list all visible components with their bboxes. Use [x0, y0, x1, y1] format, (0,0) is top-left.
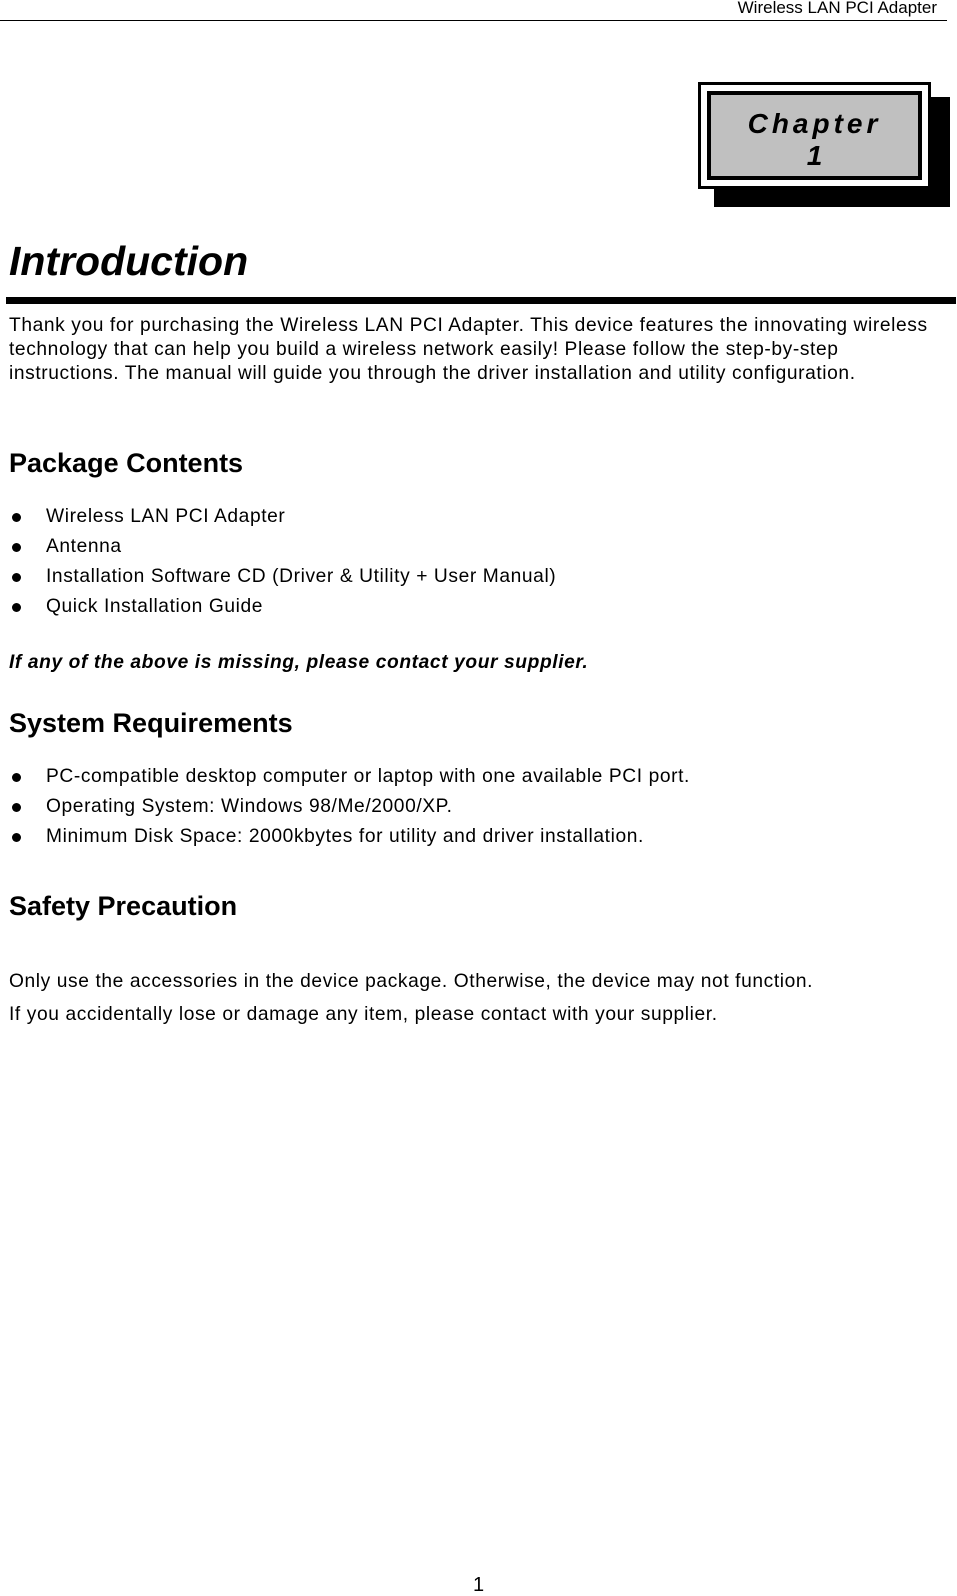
list-item-text: PC-compatible desktop computer or laptop with one available PCI port.: [46, 766, 690, 787]
bullet-icon: [12, 513, 21, 522]
safety-line: Only use the accessories in the device package. Otherwise, the device may not function.: [9, 971, 814, 992]
intro-paragraph: Thank you for purchasing the Wireless LAN PCI Adapter. This device features the innovating wireless technology that can help you build a wireless network easily! Please follow the step-by-step instructions. The manual will guide you through the driver installation and utility configuration.: [9, 315, 928, 384]
list-item-text: Antenna: [46, 536, 122, 557]
list-item-text: Installation Software CD (Driver & Utility + User Manual): [46, 566, 557, 587]
bullet-icon: [12, 833, 21, 842]
missing-items-note: If any of the above is missing, please contact your supplier.: [9, 652, 589, 673]
running-header: [0, 0, 947, 21]
safety-precaution-heading: Safety Precaution: [9, 891, 238, 921]
list-item: [9, 792, 690, 822]
package-contents-heading: Package Contents: [9, 448, 244, 478]
system-requirements-heading: System Requirements: [9, 708, 293, 738]
list-item: [9, 562, 556, 592]
chapter-box-inner: [707, 91, 922, 180]
package-contents-list: [9, 502, 556, 622]
chapter-label: Chapter: [747, 108, 882, 139]
list-item-text: Operating System: Windows 98/Me/2000/XP.: [46, 796, 453, 817]
bullet-icon: [12, 543, 21, 552]
running-header-title: Wireless LAN PCI Adapter: [737, 0, 937, 17]
bullet-icon: [12, 773, 21, 782]
chapter-box: [698, 82, 931, 189]
system-requirements-list: [9, 762, 690, 852]
list-item: [9, 592, 556, 622]
bullet-icon: [12, 573, 21, 582]
list-item: [9, 502, 556, 532]
page-number: 1: [472, 1574, 485, 1596]
title-rule: [6, 297, 956, 304]
list-item-text: Quick Installation Guide: [46, 596, 264, 617]
list-item: [9, 762, 690, 792]
list-item-text: Minimum Disk Space: 2000kbytes for utility and driver installation.: [46, 826, 644, 847]
chapter-number: 1: [806, 140, 823, 171]
bullet-icon: [12, 603, 21, 612]
list-item: [9, 532, 556, 562]
list-item: [9, 822, 690, 852]
bullet-icon: [12, 803, 21, 812]
safety-line: If you accidentally lose or damage any item, please contact with your supplier.: [9, 1004, 718, 1025]
page-title: Introduction: [9, 238, 249, 284]
list-item-text: Wireless LAN PCI Adapter: [46, 506, 286, 527]
